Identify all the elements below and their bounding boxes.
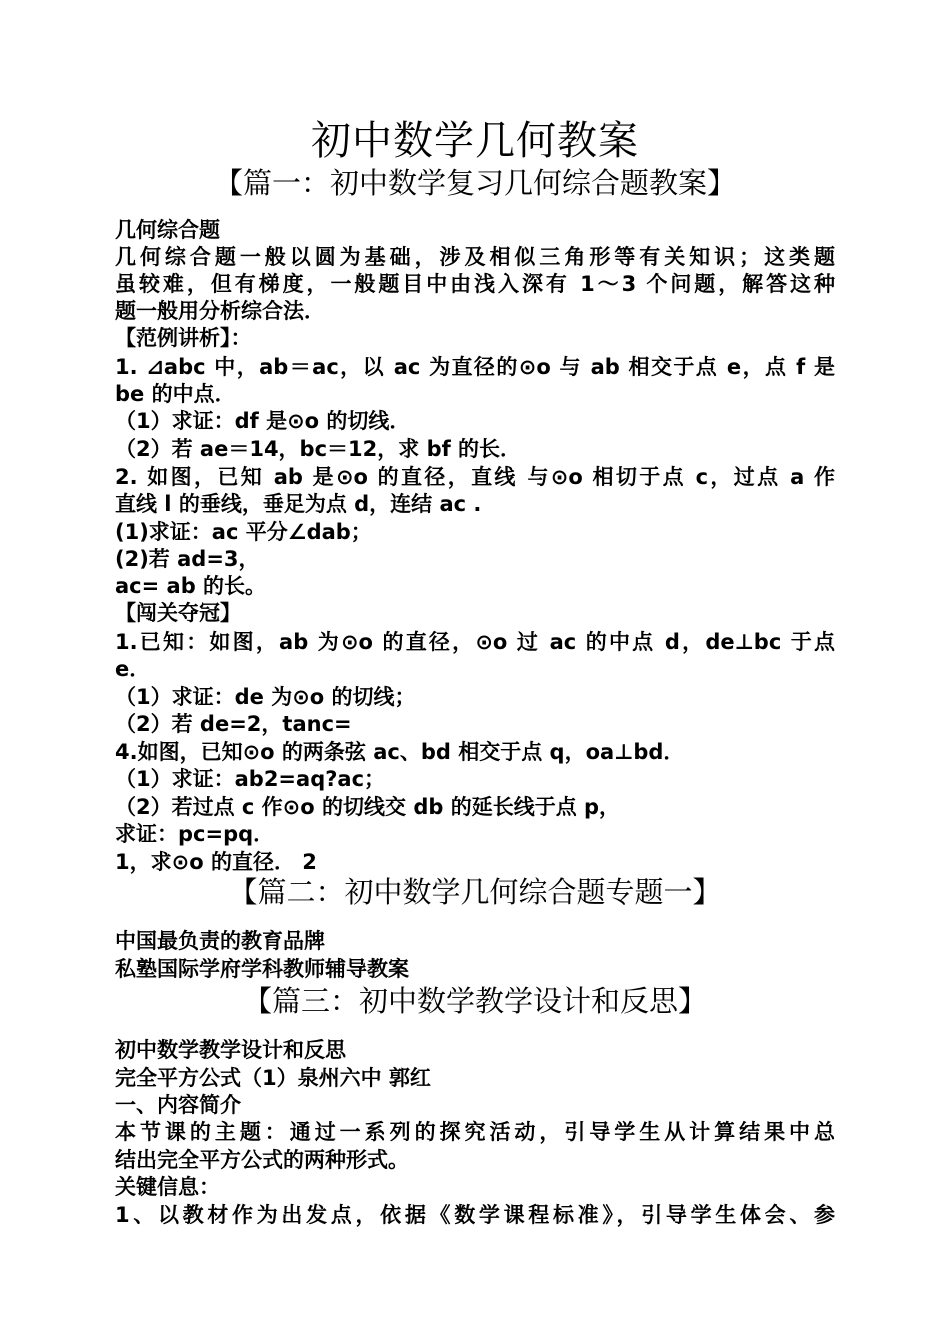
text-line: （1）求证：ab2=aq?ac； xyxy=(115,767,386,791)
text-line: e． xyxy=(115,657,151,681)
text-line: 几何综合题 xyxy=(115,218,220,242)
text-line: 直线 l 的垂线，垂足为点 d，连结 ac . xyxy=(115,492,482,516)
text-line: be 的中点． xyxy=(115,382,236,406)
text-line: 虽较难，但有梯度，一般题目中由浅入深有 1～3 个问题，解答这种 xyxy=(115,272,835,296)
document-title: 初中数学几何教案 xyxy=(311,118,639,164)
text-line: （2）若 ae＝14，bc＝12，求 bf 的长． xyxy=(115,437,522,461)
text-line: 【闯关夺冠】 xyxy=(115,601,241,625)
text-line: 初中数学教学设计和反思 xyxy=(115,1038,346,1062)
section-heading-1: 【篇一：初中数学复习几何综合题教案】 xyxy=(213,166,736,200)
text-line: 1，求⊙o 的直径． 2 xyxy=(115,850,317,874)
text-line: 题一般用分析综合法． xyxy=(115,299,325,323)
text-line: （1）求证：df 是⊙o 的切线． xyxy=(115,409,411,433)
text-line: （1）求证：de 为⊙o 的切线； xyxy=(115,685,416,709)
text-line: 一、内容简介 xyxy=(115,1093,241,1117)
text-line: (2)若 ad=3， xyxy=(115,547,260,571)
text-line: 结出完全平方公式的两种形式。 xyxy=(115,1148,409,1172)
text-line: （2）若 de=2，tanc= xyxy=(115,712,352,736)
text-line: (1)求证：ac 平分∠dab； xyxy=(115,520,372,544)
text-line: （2）若过点 c 作⊙o 的切线交 db 的延长线于点 p， xyxy=(115,795,621,819)
section-heading-2: 【篇二：初中数学几何综合题专题一】 xyxy=(228,875,722,909)
text-line: ac= ab 的长。 xyxy=(115,574,267,598)
text-line: 1、以教材作为出发点，依据《数学课程标准》，引导学生体会、参 xyxy=(115,1203,835,1227)
text-line: 2. 如图，已知 ab 是⊙o 的直径，直线 与⊙o 相切于点 c，过点 a 作 xyxy=(115,465,835,489)
text-line: 1. ⊿abc 中，ab＝ac，以 ac 为直径的⊙o 与 ab 相交于点 e，点 f 是 xyxy=(115,355,835,379)
text-line: 1.已知：如图，ab 为⊙o 的直径，⊙o 过 ac 的中点 d，de⊥bc 于点 xyxy=(115,630,835,654)
text-line: 求证：pc=pq． xyxy=(115,822,275,846)
text-line: 【范例讲析】： xyxy=(115,326,252,350)
text-line: 关键信息： xyxy=(115,1175,220,1199)
section-heading-3: 【篇三：初中数学教学设计和反思】 xyxy=(242,984,707,1018)
text-line: 几何综合题一般以圆为基础，涉及相似三角形等有关知识；这类题 xyxy=(115,245,835,269)
text-line: 完全平方公式（1）泉州六中 郭红 xyxy=(115,1066,431,1090)
text-line: 4.如图，已知⊙o 的两条弦 ac、bd 相交于点 q，oa⊥bd． xyxy=(115,740,685,764)
text-line: 本节课的主题：通过一系列的探究活动，引导学生从计算结果中总 xyxy=(115,1120,835,1144)
text-line: 中国最负责的教育品牌 xyxy=(115,929,325,953)
text-line: 私塾国际学府学科教师辅导教案 xyxy=(115,957,409,981)
